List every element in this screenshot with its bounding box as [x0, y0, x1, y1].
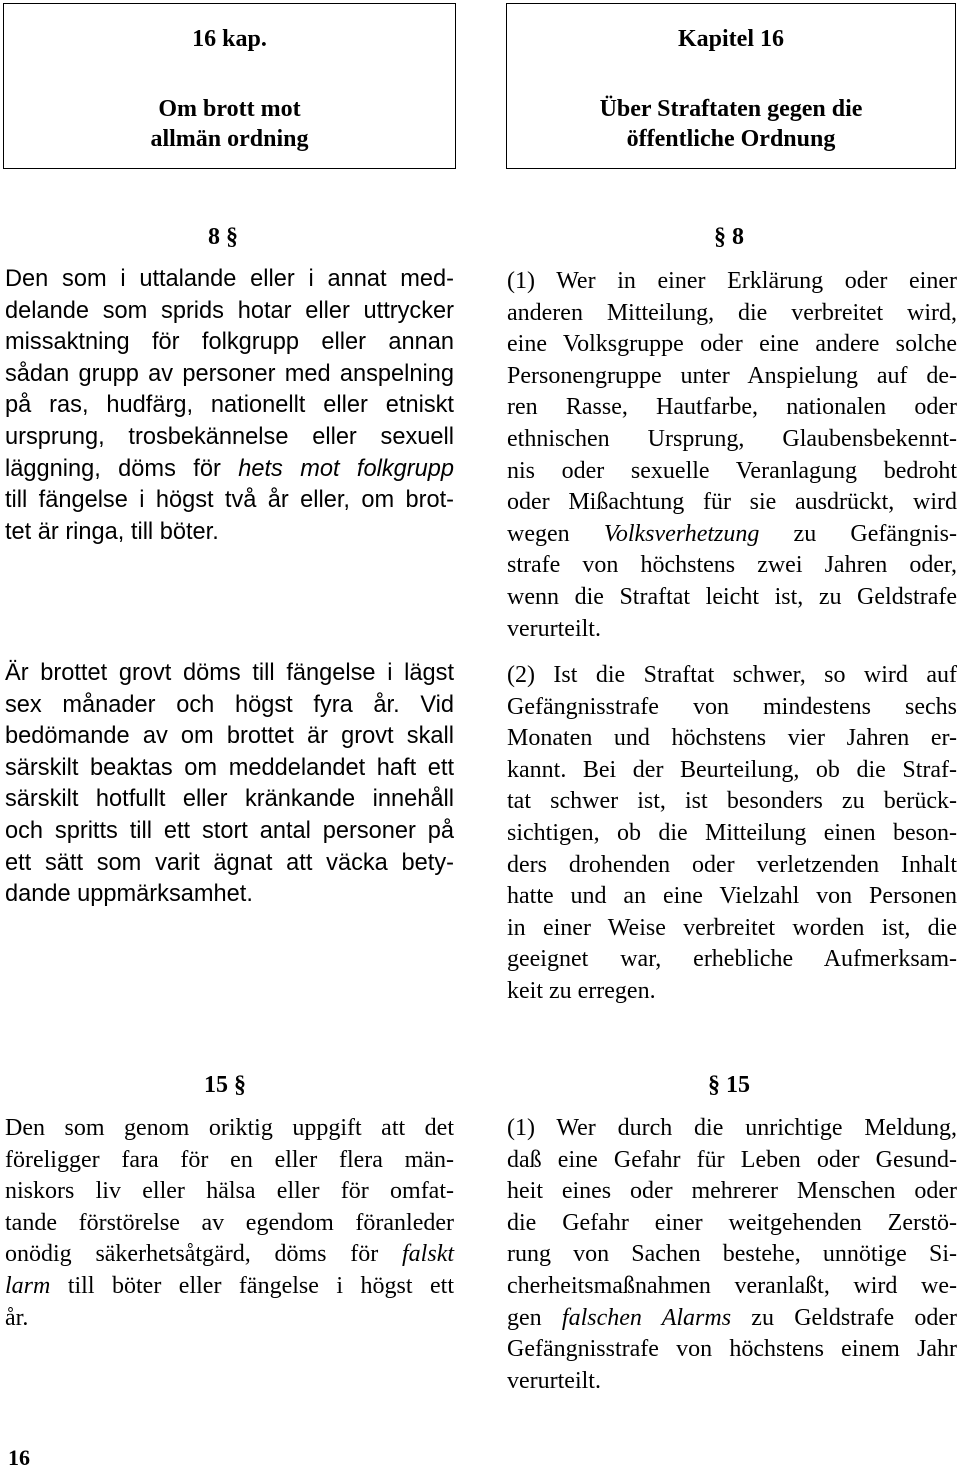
- text-line: (2) Ist die Straftat schwer, so wird auf: [507, 662, 957, 688]
- chapter-title-swedish-line2: allmän ordning: [150, 126, 309, 152]
- page-number: 16: [8, 1445, 30, 1470]
- section-8-swedish-paragraph-1: [5, 264, 454, 548]
- crime-name-larm: larm: [5, 1272, 51, 1299]
- text-line: Gefängnisstrafe von höchstens einem Jahr: [507, 1336, 957, 1363]
- chapter-number-german: Kapitel 16: [678, 26, 784, 52]
- text-line: tat schwer ist, ist besonders zu berück-: [507, 788, 957, 815]
- crime-name-hets-mot-folkgrupp: hets mot folkgrupp: [238, 455, 454, 482]
- text-segment: onödig säkerhetsåtgärd, döms för: [5, 1241, 379, 1268]
- text-line: ursprung, trosbekännelse eller sexuell: [5, 423, 454, 450]
- text-line: ett sätt som varit ägnat att väcka bety-: [5, 849, 454, 876]
- section-15-swedish-paragraph-1: [5, 1113, 454, 1334]
- text-line: rung von Sachen bestehe, unnötige Si-: [507, 1241, 957, 1268]
- text-line: ren Rasse, Hautfarbe, nationalen oder: [507, 394, 957, 421]
- crime-name-falschen-alarms: falschen Alarms: [561, 1304, 732, 1331]
- text-line: Monaten und höchstens vier Jahren er-: [507, 725, 957, 752]
- text-line: sichtigen, ob die Mitteilung einen beson-: [507, 819, 957, 846]
- text-line: Den som i uttalande eller i annat med-: [5, 266, 454, 292]
- text-line: särskilt hotfullt eller kränkande innehåll: [5, 786, 454, 813]
- text-line: hatte und an eine Vielzahl von Personen: [507, 883, 957, 910]
- chapter-title-german: [507, 94, 955, 154]
- section-15-mark-swedish: 15 §: [204, 1072, 246, 1098]
- text-line: missaktning för folkgrupp eller annan: [5, 329, 454, 356]
- text-line: Den som genom oriktig uppgift att det: [5, 1115, 454, 1141]
- section-8-mark-german: § 8: [714, 224, 744, 250]
- text-line: (1) Wer in einer Erklärung oder einer: [507, 268, 957, 294]
- text-line: bedömande av om brottet är grovt skall: [5, 723, 454, 750]
- crime-name-volksverhetzung: Volksverhetzung: [603, 520, 760, 547]
- text-line: sex månader och högst fyra år. Vid: [5, 691, 454, 718]
- text-line: (1) Wer durch die unrichtige Meldung,: [507, 1115, 957, 1141]
- text-line: heit eines oder mehrerer Menschen oder: [507, 1178, 957, 1205]
- text-segment: zu Gefängnis-: [793, 520, 958, 547]
- text-line: särskilt beaktas om meddelandet haft ett: [5, 754, 454, 781]
- text-line: strafe von höchstens zwei Jahren oder,: [507, 552, 957, 579]
- chapter-title-german-line2: öffentliche Ordnung: [626, 126, 836, 152]
- text-line: Är brottet grovt döms till fängelse i lägst: [5, 660, 454, 686]
- text-line: verurteilt.: [507, 615, 601, 642]
- text-segment: till böter eller fängelse i högst ett: [67, 1272, 455, 1299]
- text-line: [5, 1239, 454, 1271]
- text-line: kannt. Bei der Beurteilung, ob die Straf-: [507, 756, 957, 783]
- text-segment: zu Geldstrafe oder: [751, 1304, 958, 1331]
- text-line: niskors liv eller hälsa eller för omfat-: [5, 1178, 454, 1205]
- text-line: Personengruppe unter Anspielung auf de-: [507, 362, 957, 389]
- text-line: föreligger fara för en eller flera män-: [5, 1146, 454, 1173]
- text-segment: wegen: [507, 520, 570, 547]
- text-line: och spritts till ett stort antal personer på: [5, 817, 454, 844]
- text-line: år.: [5, 1304, 29, 1331]
- text-line: sådan grupp av personer med anspelning: [5, 360, 454, 387]
- text-line: verurteilt.: [507, 1367, 601, 1394]
- text-line: geeignet war, erhebliche Aufmerksam-: [507, 946, 957, 973]
- text-line: [5, 1271, 454, 1303]
- text-line: till fängelse i högst två år eller, om brot-: [5, 487, 454, 514]
- text-line: nis oder sexuelle Veranlagung bedroht: [507, 457, 957, 484]
- text-segment: läggning, döms för: [5, 455, 221, 482]
- text-line: tet är ringa, till böter.: [5, 518, 219, 545]
- section-8-german-paragraph-1: [507, 266, 957, 645]
- chapter-title-swedish: [4, 94, 455, 154]
- section-8-german-paragraph-2: [507, 660, 957, 1008]
- section-15-mark-german: § 15: [708, 1072, 750, 1098]
- text-line: ethnischen Ursprung, Glaubensbekennt-: [507, 425, 957, 452]
- text-line: oder Mißachtung für sie ausdrückt, wird: [507, 489, 957, 516]
- text-line: [507, 519, 957, 551]
- section-8-mark-swedish: 8 §: [208, 224, 238, 250]
- text-line: [5, 454, 454, 486]
- section-8-swedish-paragraph-2: [5, 658, 454, 911]
- text-line: eine Volksgruppe oder eine andere solche: [507, 331, 957, 358]
- text-line: på ras, hudfärg, nationellt eller etniskt: [5, 392, 454, 419]
- text-line: [507, 1303, 957, 1335]
- section-15-german-paragraph-1: [507, 1113, 957, 1397]
- text-line: delande som sprids hotar eller uttrycker: [5, 297, 454, 324]
- chapter-title-swedish-line1: Om brott mot: [158, 96, 301, 122]
- chapter-header-german: [506, 3, 956, 169]
- text-line: ders drohenden oder verletzenden Inhalt: [507, 851, 957, 878]
- text-line: anderen Mitteilung, die verbreitet wird,: [507, 299, 957, 326]
- text-line: Gefängnisstrafe von mindestens sechs: [507, 693, 957, 720]
- chapter-title-german-line1: Über Straftaten gegen die: [599, 96, 863, 122]
- text-line: tande förstörelse av egendom föranleder: [5, 1209, 454, 1236]
- chapter-header-swedish: [3, 3, 456, 169]
- text-line: dande uppmärksamhet.: [5, 881, 253, 908]
- text-line: keit zu erregen.: [507, 977, 656, 1004]
- text-segment: gen: [507, 1304, 542, 1331]
- text-line: in einer Weise verbreitet worden ist, die: [507, 914, 957, 941]
- text-line: daß eine Gefahr für Leben oder Gesund-: [507, 1146, 957, 1173]
- crime-name-falskt: falskt: [402, 1241, 455, 1268]
- text-line: wenn die Straftat leicht ist, zu Geldstrafe: [507, 583, 957, 610]
- chapter-number-swedish: 16 kap.: [192, 26, 267, 52]
- text-line: die Gefahr einer weitgehenden Zerstö-: [507, 1209, 957, 1236]
- text-line: cherheitsmaßnahmen veranlaßt, wird we-: [507, 1272, 957, 1299]
